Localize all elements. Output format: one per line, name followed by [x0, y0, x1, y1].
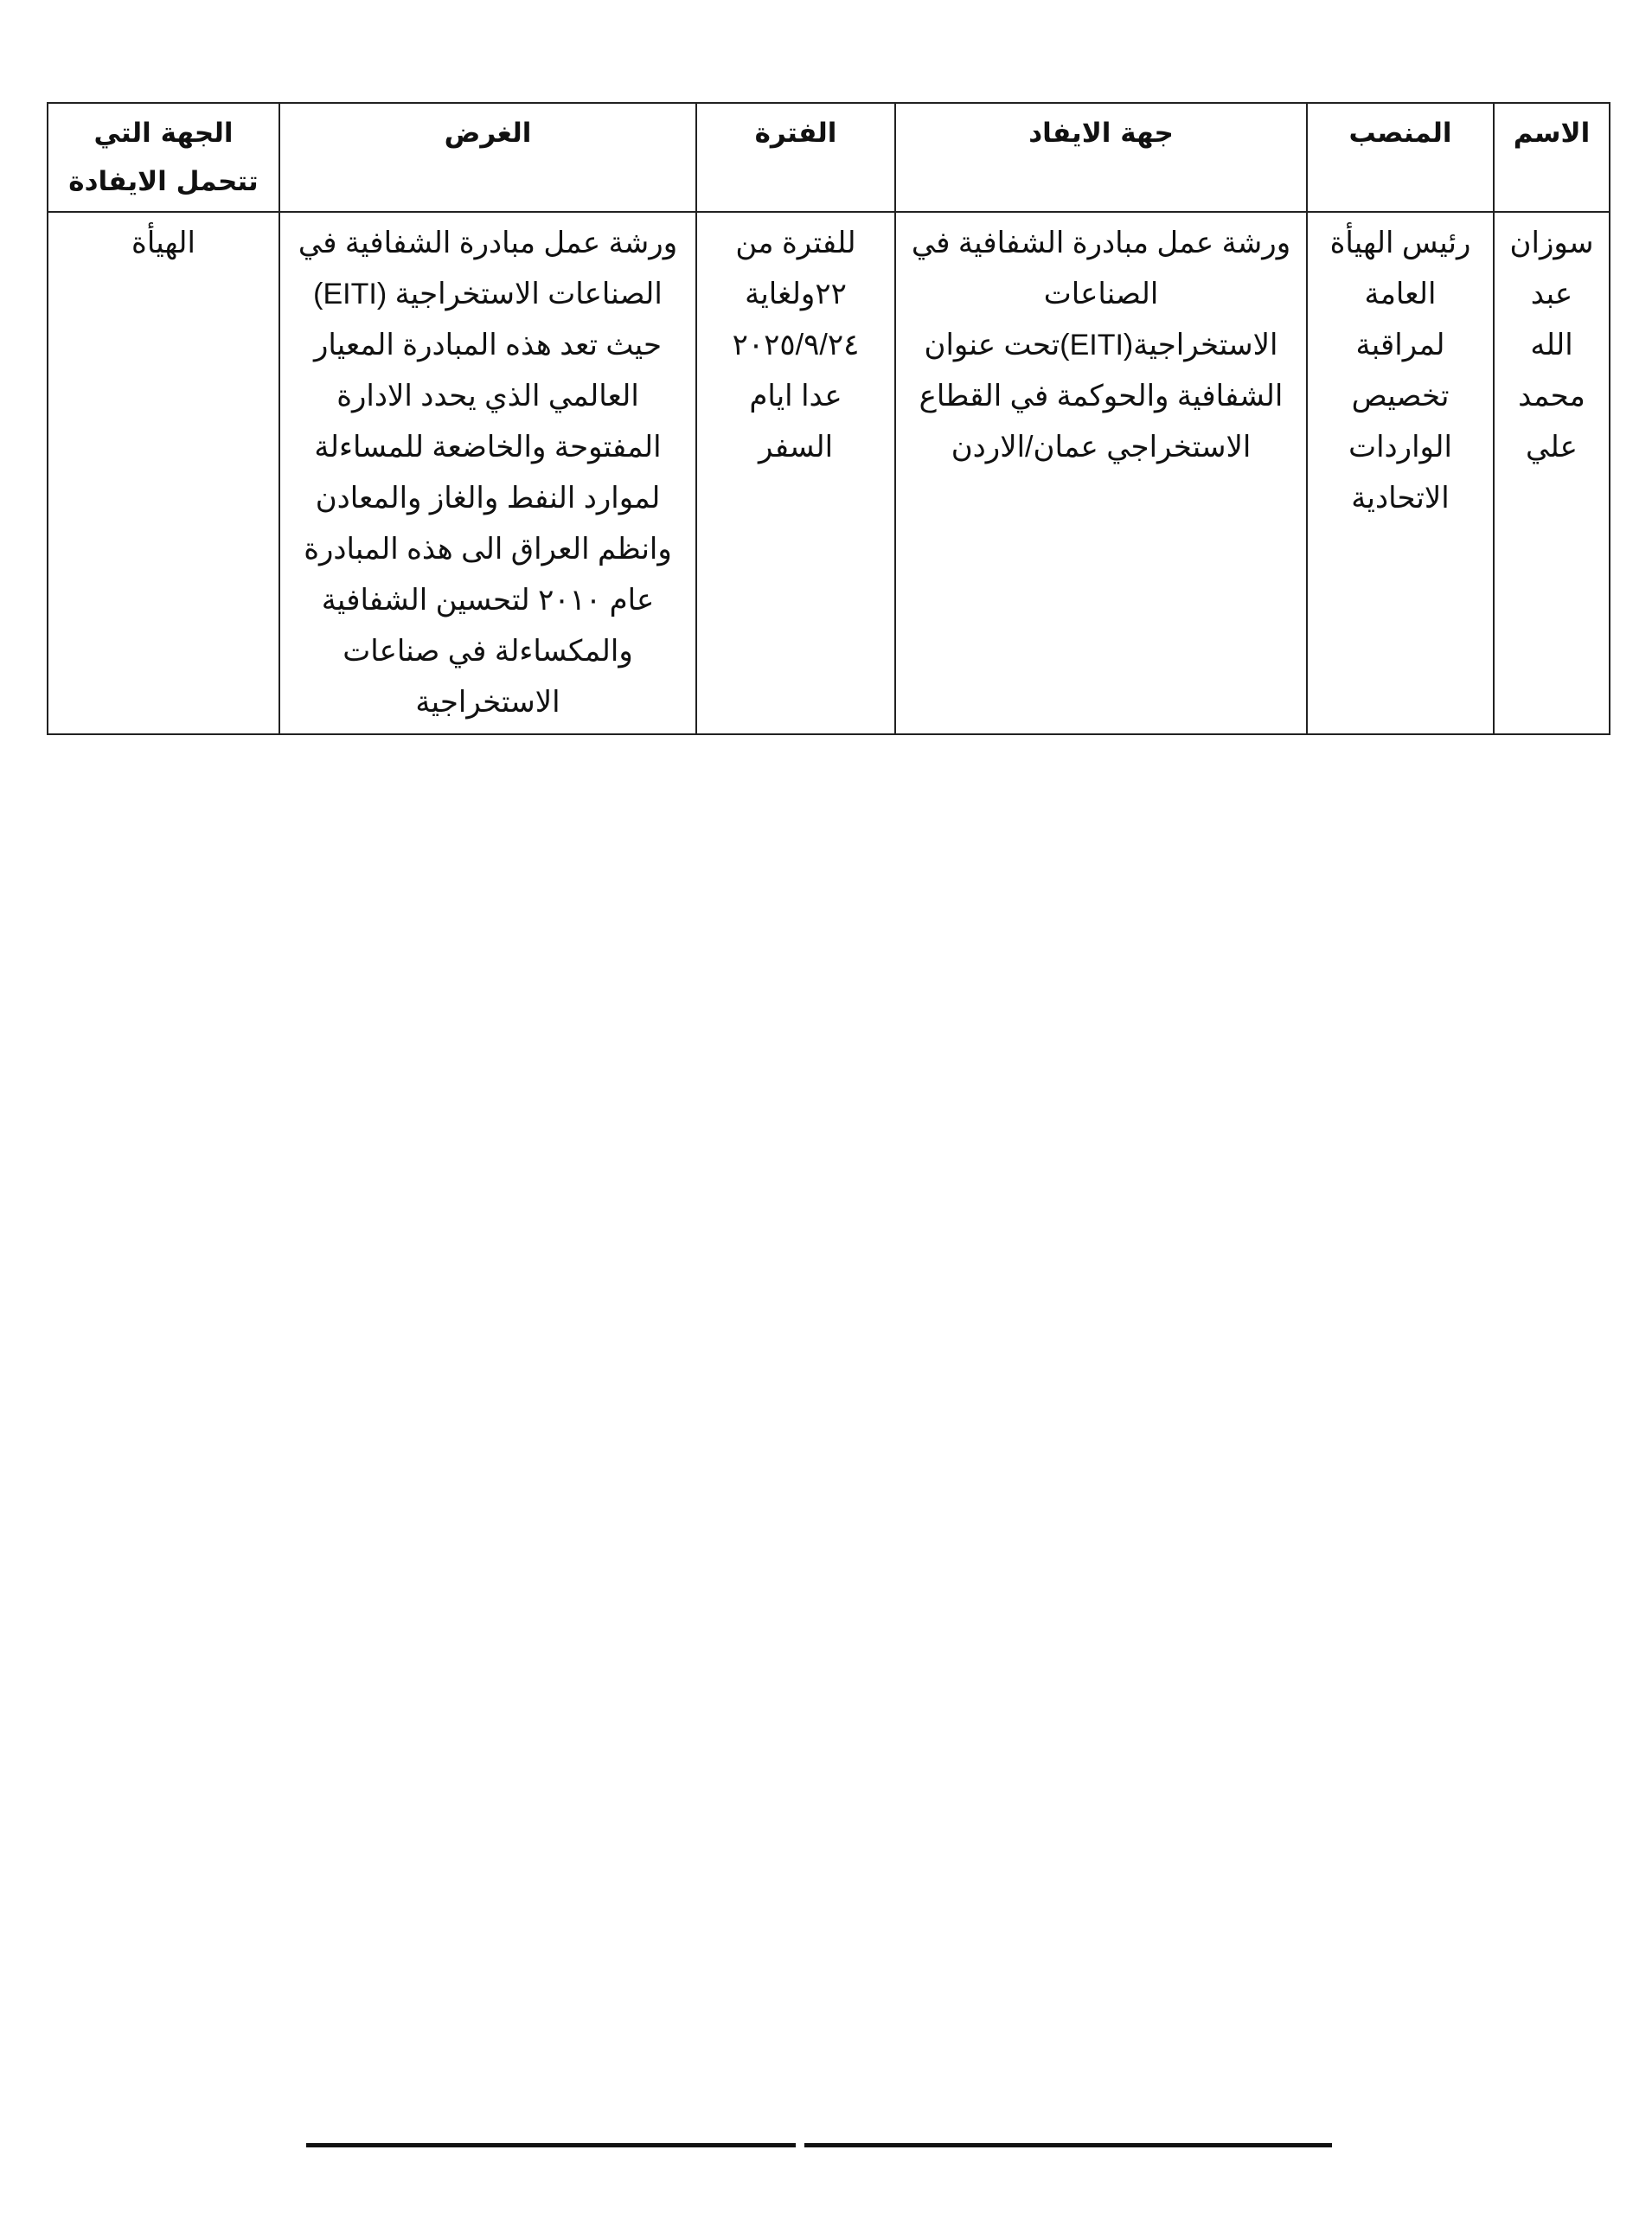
cell-position: رئيس الهيأة العامة لمراقبة تخصيص الواردات الاتحادية [1307, 212, 1494, 734]
cell-purpose: ورشة عمل مبادرة الشفافية في الصناعات الاستخراجية (EITI) حيث تعد هذه المبادرة المعيار العالمي الذي يحدد الادارة المفتوحة والخاضعة للمساءلة لموارد النفط والغاز والمعادن وانظم العراق الى هذه المبادرة عام ٢٠١٠ لتحسين الشفافية والمكساءلة في صناعات الاستخراجية [279, 212, 696, 734]
header-name: الاسم [1494, 103, 1610, 212]
cell-funding-body: الهيأة [48, 212, 279, 734]
cell-period: للفترة من ٢٢ولغاية ٢٠٢٥/٩/٢٤ عدا ايام السفر [696, 212, 895, 734]
header-delegating-body: جهة الايفاد [895, 103, 1307, 212]
table-header-row [48, 103, 1610, 212]
delegation-table [47, 102, 1610, 735]
table-row [48, 212, 1610, 734]
cell-delegating-body: ورشة عمل مبادرة الشفافية في الصناعات الاستخراجية(EITI)تحت عنوان الشفافية والحوكمة في القطاع الاستخراجي عمان/الاردن [895, 212, 1307, 734]
header-funding-body: الجهة التي تتحمل الايفادة [48, 103, 279, 212]
header-period: الفترة [696, 103, 895, 212]
cell-name: سوزان عبد الله محمد علي [1494, 212, 1610, 734]
header-purpose: الغرض [279, 103, 696, 212]
signature-line-left [306, 2143, 796, 2147]
signature-line-right [804, 2143, 1332, 2147]
header-position: المنصب [1307, 103, 1494, 212]
